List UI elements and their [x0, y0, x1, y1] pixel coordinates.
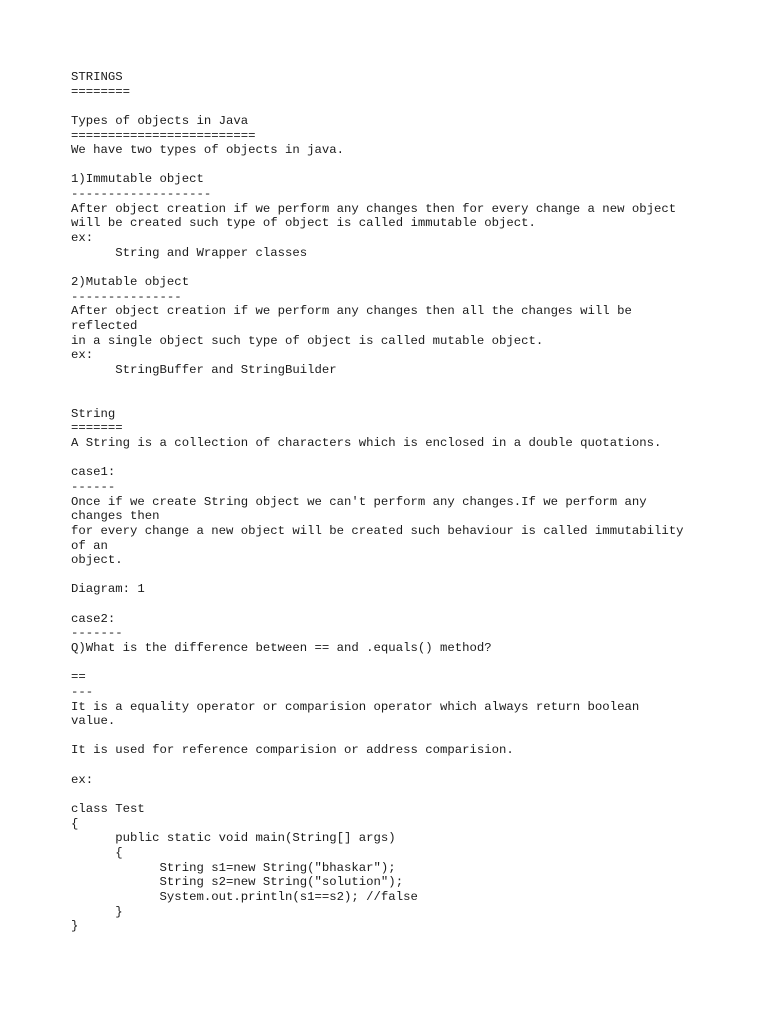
text-line: case2: [71, 611, 116, 626]
text-line: for every change a new object will be created such behaviour is called immutability [71, 523, 684, 538]
text-line: reflected [71, 318, 138, 333]
text-line: Diagram: 1 [71, 582, 145, 597]
text-line: --- [71, 684, 94, 699]
text-line: After object creation if we perform any changes then for every change a new object [71, 201, 677, 216]
text-line: ex: [71, 231, 94, 246]
text-line: Q)What is the difference between == and .equals() method? [71, 640, 492, 655]
text-line [71, 787, 751, 802]
text-line: ------ [71, 479, 116, 494]
text-line: ------- [71, 626, 123, 641]
text-line: object. [71, 553, 123, 568]
text-line: String [71, 406, 116, 421]
text-line [71, 729, 751, 744]
text-line: 1)Immutable object [71, 172, 204, 187]
text-line: { [71, 845, 123, 860]
document-page [71, 70, 751, 934]
text-line [71, 758, 751, 773]
text-line: We have two types of objects in java. [71, 143, 345, 158]
text-line: { [71, 816, 79, 831]
text-line: Types of objects in Java [71, 113, 249, 128]
text-line: 2)Mutable object [71, 274, 190, 289]
text-line [71, 377, 751, 392]
text-line: STRINGS [71, 70, 123, 84]
text-line: } [71, 919, 79, 934]
text-line [71, 597, 751, 612]
text-line: String and Wrapper classes [71, 245, 308, 260]
text-line: == [71, 670, 86, 685]
text-line: class Test [71, 802, 145, 817]
text-line: Once if we create String object we can't perform any changes.If we perform any [71, 494, 647, 509]
text-line: case1: [71, 465, 116, 480]
text-line: changes then [71, 509, 160, 524]
text-line: } [71, 904, 123, 919]
text-line: ------------------- [71, 187, 212, 202]
text-line: in a single object such type of object is called mutable object. [71, 333, 544, 348]
text-line: will be created such type of object is called immutable object. [71, 216, 536, 231]
text-line: ======= [71, 421, 123, 436]
text-line: ========================= [71, 128, 256, 143]
text-line: ex: [71, 348, 94, 363]
text-line [71, 260, 751, 275]
text-line: It is used for reference comparision or address comparision. [71, 743, 514, 758]
text-line [71, 451, 751, 466]
text-line [71, 656, 751, 671]
text-line: ex: [71, 772, 94, 787]
text-line: After object creation if we perform any changes then all the changes will be [71, 304, 632, 319]
text-line: String s1=new String("bhaskar"); [71, 860, 396, 875]
text-line: --------------- [71, 289, 182, 304]
text-line [71, 392, 751, 407]
text-line: StringBuffer and StringBuilder [71, 362, 337, 377]
text-line: It is a equality operator or comparision operator which always return boolean [71, 699, 640, 714]
text-line: public static void main(String[] args) [71, 831, 396, 846]
text-line: String s2=new String("solution"); [71, 875, 404, 890]
text-line: value. [71, 714, 116, 729]
text-line [71, 568, 751, 583]
text-line: System.out.println(s1==s2); //false [71, 889, 418, 904]
text-line: of an [71, 538, 108, 553]
text-line: A String is a collection of characters which is enclosed in a double quotations. [71, 436, 662, 451]
text-line [71, 158, 751, 173]
text-line [71, 99, 751, 114]
text-line: ======== [71, 84, 131, 99]
